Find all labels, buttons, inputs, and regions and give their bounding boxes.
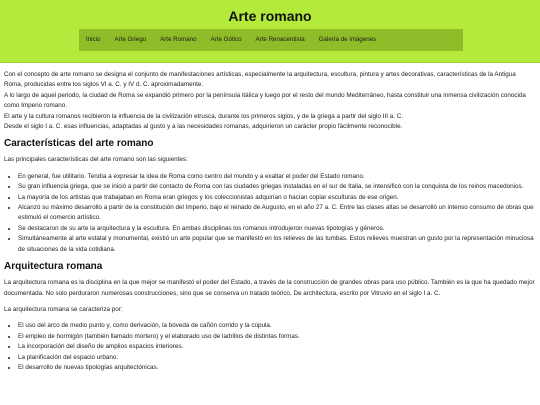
nav-link-arte-renacentista[interactable]: Arte Renacentista xyxy=(255,36,305,43)
list-item: • Simultáneamente al arte estatal y monumental, existió un arte popular que se manifestó en los relieves de las tumbas. Estos relieves muestran un gusto por la representación minuciosa de situaciones de la vida cotidiana. xyxy=(18,234,535,255)
main-nav xyxy=(79,29,463,51)
caracteristicas-list xyxy=(4,172,535,255)
main-content xyxy=(0,63,540,373)
heading-arquitectura: Arquitectura romana xyxy=(4,261,103,273)
list-item: • La planificación del espacio urbano. xyxy=(18,353,535,363)
list-item: • La mayoría de los artistas que trabajaban en Roma eran griegos y los coleccionistas adquirían o hacían copiar esculturas de ese origen. xyxy=(18,193,535,203)
intro-paragraph-1: Con el concepto de arte romano se designa el conjunto de manifestaciones artísticas, especialmente la arquitectura, escultura, pintura y artes decorativas, características de la Antigua Roma, producidas entre los siglos VI a. C. y IV d. C. aproximadamente. xyxy=(4,71,516,89)
intro-paragraph-2: A lo largo de aquel periodo, la ciudad de Roma se expandió primero por la península itálica y luego por el resto del mundo Mediterráneo, hasta constituir una inmensa civilización conocida como Imperio romano. xyxy=(4,91,526,110)
caracteristicas-lead: Las principales características del arte romano son las siguientes: xyxy=(4,156,188,164)
list-item: • Alcanzó su máximo desarrollo a partir de la constitución del Imperio, bajo el reinado de Augusto, en el año 27 a. C. Entre las clases altas se desarrolló un intenso consumo de obras que estimuló el comercio artístico. xyxy=(18,203,535,224)
nav-link-arte-gotico[interactable]: Arte Gótico xyxy=(210,36,242,43)
list-item: • En general, fue utilitario. Tendía a expresar la idea de Roma como centro del mundo y a exaltar el poder del Estado romano. xyxy=(18,172,535,182)
list-item: • El uso del arco de medio punto y, como derivación, la bóveda de cañón corrido y la cúpula. xyxy=(18,321,535,331)
list-item: • Se destacaron de su arte la arquitectura y la escultura. En ambas disciplinas los romanos introdujeron nuevas tipologías y géneros. xyxy=(18,224,535,234)
arquitectura-paragraph-2: La arquitectura romana se caracteriza por: xyxy=(4,305,123,313)
list-item: • La incorporación del diseño de amplios espacios interiores. xyxy=(18,342,535,352)
intro-paragraph-4: Desde el siglo I a. C. esas influencias, adaptadas al gusto y a las necesidades romanas, adquirieron un carácter propio fácilmente reconocible. xyxy=(4,123,403,131)
page-header xyxy=(0,0,540,63)
arquitectura-paragraph-1: La arquitectura romana es la disciplina en la que mejor se manifestó el poder del Estado, a través de la construcción de grandes obras para uso público. También es la que ha quedado mejor documentada. No solo perduraron numerosas construcciones, sino que se conserva un tratado teórico, De architectura, escrito por Vitruvio en el siglo I a. C. xyxy=(4,279,535,297)
heading-caracteristicas: Características del arte romano xyxy=(4,138,154,150)
list-item: • El desarrollo de nuevas tipologías arquitectónicas. xyxy=(18,363,535,373)
list-item: • Su gran influencia griega, que se inició a partir del contacto de Roma con las ciudades griegas instaladas en el sur de Italia, se intensificó con la conquista de los reinos macedonios. xyxy=(18,182,535,192)
intro-paragraph-3: El arte y la cultura romanos recibieron la influencia de la civilización etrusca, durante los primeros siglos, y de la griega a partir del siglo III a. C. xyxy=(4,112,403,120)
page-title: Arte romano xyxy=(228,8,312,24)
arquitectura-list xyxy=(4,321,535,373)
nav-link-inicio[interactable]: Inicio xyxy=(86,36,101,43)
nav-link-galeria[interactable]: Galería de imágenes xyxy=(318,36,377,43)
list-item: • El empleo de hormigón (también llamado mortero) y el elaborado uso de ladrillos de distintas formas. xyxy=(18,332,535,342)
nav-link-arte-griego[interactable]: Arte Griego xyxy=(114,36,147,43)
nav-link-arte-romano[interactable]: Arte Romano xyxy=(160,36,197,43)
